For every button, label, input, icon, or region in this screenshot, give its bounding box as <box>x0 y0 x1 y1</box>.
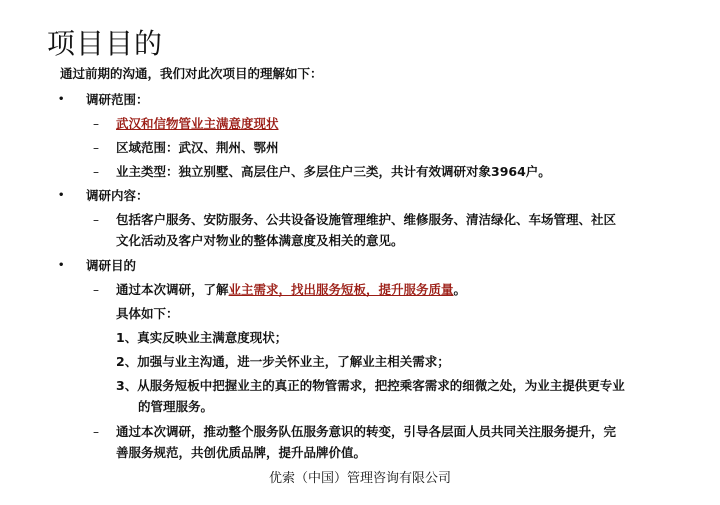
detail-3-line-1: 3、从服务短板中把握业主的真正的物管需求，把控乘客需求的细微之处，为业主提供更专业 <box>116 378 625 393</box>
purpose-heading: 调研目的 <box>86 258 137 273</box>
scope-item-survey-target: 武汉和信物管业主满意度现状 <box>116 116 279 131</box>
scope-item-owner-types: 业主类型：独立别墅、高层住户、多层住户三类，共计有效调研对象3964户。 <box>116 164 551 179</box>
detail-1: 1、真实反映业主满意度现状； <box>116 330 288 345</box>
dash-icon: – <box>93 213 99 227</box>
purpose-item-1 <box>116 282 466 298</box>
dash-icon: – <box>93 141 99 155</box>
bullet-icon: • <box>58 94 65 105</box>
purpose-item-2-line-2: 善服务规范，共创优质品牌，提升品牌价值。 <box>116 445 367 460</box>
content-line-2: 文化活动及客户对物业的整体满意度及相关的意见。 <box>116 233 404 248</box>
content-heading: 调研内容： <box>86 188 149 203</box>
scope-heading: 调研范围： <box>86 92 149 107</box>
purpose-item-1-prefix: 通过本次调研，了解 <box>116 282 229 297</box>
footer-company: 优索（中国）管理咨询有限公司 <box>268 471 451 486</box>
purpose-item-1-highlight: 业主需求，找出服务短板，提升服务质量 <box>228 282 454 297</box>
dash-icon: – <box>93 117 99 131</box>
dash-icon: – <box>93 425 99 439</box>
bullet-icon: • <box>58 190 65 201</box>
content-line-1: 包括客户服务、安防服务、公共设备设施管理维护、维修服务、清洁绿化、车场管理、社区 <box>116 212 617 227</box>
detail-3-line-2: 的管理服务。 <box>138 399 214 414</box>
dash-icon: – <box>93 165 99 179</box>
intro-text: 通过前期的沟通，我们对此次项目的理解如下： <box>60 66 323 81</box>
dash-icon: – <box>93 283 99 297</box>
page-title: 项目目的 <box>47 27 164 60</box>
details-label: 具体如下： <box>116 306 179 321</box>
scope-item-region: 区域范围：武汉、荆州、鄂州 <box>116 140 279 155</box>
purpose-item-1-suffix: 。 <box>453 282 467 297</box>
purpose-item-2-line-1: 通过本次调研，推动整个服务队伍服务意识的转变，引导各层面人员共同关注服务提升，完 <box>116 424 617 439</box>
detail-2: 2、加强与业主沟通，进一步关怀业主，了解业主相关需求； <box>116 354 450 369</box>
bullet-icon: • <box>58 260 65 271</box>
